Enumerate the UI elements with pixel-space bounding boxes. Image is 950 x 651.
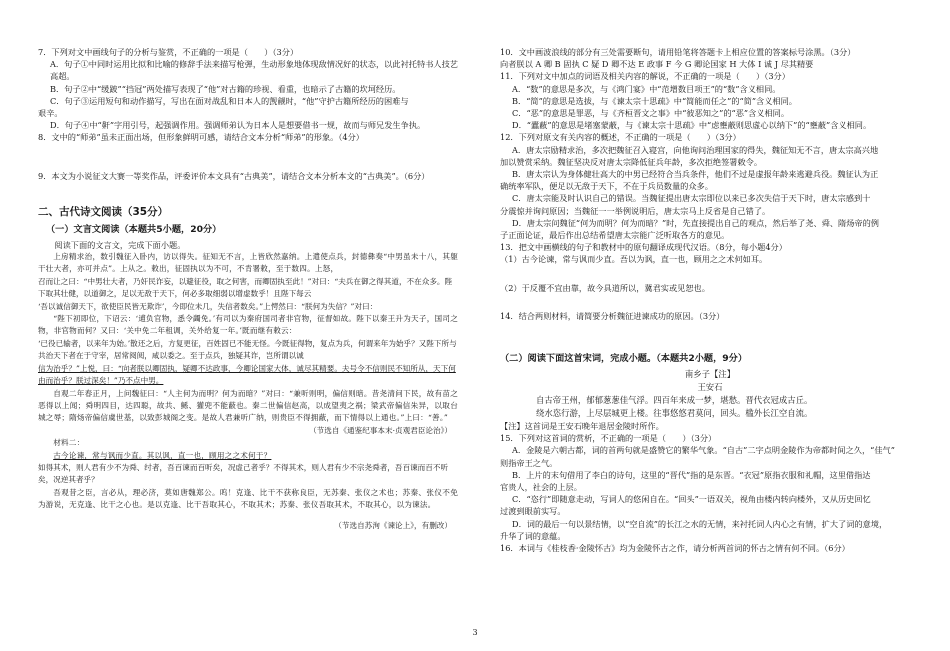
passage1-para: ‘已役已输者，以来年为始。’散还之后，方复更征，百姓固已不能无怪。今既征得物，复点为兵，何谓来年为始乎？又陛下所与共治天下者在于守宰，居常阅阅，咸以委之。至于点兵，独疑其诈，岂所谓以诚 <box>38 338 457 361</box>
poem-title: 南乡子【注】 <box>684 369 736 380</box>
q12-option-d-cont: 子正面论证，最后作出总结希望唐太宗能广泛听取各方的意见。 <box>500 230 730 241</box>
q13-sentence-1: （1）古今论谏，常与讽而少直。吾以为讽，直一也，顾用之之术何如耳。 <box>500 254 768 265</box>
passage1-para: ‘吾以诚信御天下，欲使臣民皆无欺诈’，今即位未几，失信者数矣。”上愕然曰：“朕何为失信？”对曰： <box>38 301 378 311</box>
q12-option-b: B．唐太宗认为身体健壮高大的中男已经符合当兵条件，他们不过是虚报年龄来逃避兵役。魏征认为正 <box>512 169 879 180</box>
q10-stem: 10．文中画波浪线的部分有三处需要断句，请用铅笔将答题卡上相应位置的答案标号涂黑。（3分） <box>500 47 856 57</box>
q11-stem: 11．下列对文中加点的词语及相关内容的解说，不正确的一项是（ ）（3分） <box>500 71 790 82</box>
q11-option-a: A．“数”的意思是多次，与《鸿门宴》中“范增数目项王”的“数”含义相同。 <box>512 83 781 94</box>
section-2-2-title: （二）阅读下面这首宋词，完成小题。（本题共2小题，9分） <box>500 353 748 365</box>
q15-option-c: C．“恣行”即随意走动，写词人的悠闲自在。“回头”一语双关，视角由楼内转向楼外，又从历史回忆 <box>512 494 871 505</box>
passage1-para: “陛下初即位，下诏云：‘逋负官物，悉令蠲免。’有司以为秦府国司者非官物，征督如故。陛下以秦王升为天子，国司之物，非官物而何？又曰：‘关中免二年租调，关外给复一年。’既而继有敕云： <box>38 314 458 336</box>
q15-option-a-cont: 则指帝王之气。 <box>500 457 558 468</box>
q11-option-d: D．“蠹蔽”的意思是堵塞蒙蔽，与《谏太宗十思疏》中“虑壅蔽则思虚心以纳下”的“壅蔽”含义相同。 <box>512 120 872 131</box>
q9: 9．本文为小说征文大赛一等奖作品，评委评价本文具有“古典美”，请结合文本分析本文的“古典美”。（6分） <box>38 170 430 181</box>
q12-option-b-cont: 确统率军队，便足以无敌于天下，不在于兵员数量的众多。 <box>500 181 713 192</box>
q12-option-a-cont: 加以赞赏采纳。魏征坚决反对唐太宗降低征兵年龄，多次拒绝签署敕令。 <box>500 156 763 167</box>
q7-option-b: B．句子②中“缓跛”“挡冠”两处描写表现了“他”对古籍的珍视、看重，也暗示了古籍的坎坷经历。 <box>50 83 401 94</box>
q8: 8．文中的“师弟”虽未正面出场，但形象鲜明可感，请结合文本分析“师弟”的形象。（4分） <box>38 132 364 143</box>
passage2-para: 吾观昔之臣，言必从，理必济，莫如唐魏郑公。呜！克逢、比干不获称良臣，无苏秦、张仪之术也；苏秦、张仪不免为游说，无克逢、比干之心也。是以克逢、比干吾取其心，不取其术；苏秦、张仪吾取其术，不取其心，以为谏法。 <box>38 487 458 510</box>
q15-option-d: D．词的最后一句以景结情，以“空自流”的长江之水的无情，来衬托词人内心之有情，扩大了词的意境， <box>512 518 888 529</box>
q10-options: 向者朕以 A 卿 B 固执 C 疑 D 卿不达 E 政事 F 今 G 卿论国家 H 大体 I 诚 J 尽其精要 <box>500 59 814 70</box>
q15-option-b-cont: 官贵人，社会的上层。 <box>500 482 582 493</box>
poem-line: 自古帝王州，郁郁葱葱佳气浮。四百年来成一梦，堪愁。晋代衣冠成古丘。 <box>536 395 813 406</box>
q7-stem: 7．下列对文中画线句子的分析与鉴赏，不正确的一项是（ ）（3分） <box>38 47 299 57</box>
instruction: 阅读下面的文言文，完成下面小题。 <box>54 239 186 250</box>
q12-option-a: A．唐太宗励精求治，多次把魏征召入寝宫，向他询问治理国家的得失，魏征知无不言，唐太宗高兴地 <box>512 144 879 155</box>
material-2-underlined: 古今论谏，常与讽而少直。其以讽，直一也，顾用之之术何于？ <box>53 450 272 460</box>
section-2-title: 二、古代诗文阅读（35分） <box>38 205 169 218</box>
poem-note: 【注】这首词是王安石晚年退居金陵时所作。 <box>500 421 664 432</box>
q7-option-d: D．句子④中“鼾”字用引号，起强调作用。强调师弟认为日本人是想要借书一规，故而与师兄发生争执。 <box>50 120 426 131</box>
q15-option-c-cont: 过渡到眼前实写。 <box>500 506 566 517</box>
q7-option-c-cont: 艰辛。 <box>38 108 63 119</box>
q12-stem: 12．下列对原文有关内容的概述，不正确的一项是（ ）（3分） <box>500 132 741 143</box>
page-number: 3 <box>472 628 478 637</box>
material-2-label: 材料二： <box>53 438 85 448</box>
q15-option-b: B．上片的末句借用了李白的诗句，这里的“晋代”指的是东晋。“衣冠”原指衣服和礼帽，这里借指达 <box>512 469 871 480</box>
section-2-1-title: （一）文言文阅读（本题共5小题，20分） <box>46 223 222 235</box>
passage1-para: 上房精求治，数引魏征入卧内，访以得失。征知无不言，上皆欣然嘉纳。上遣使点兵，封德彝奏“中男虽未十八，其躯干壮大者，亦可并点”。上从之。敕出，征固执以为不可，不肯署敕，至于数四。上怒， <box>38 252 458 274</box>
passage2-para: 如得其术，则人君有少不为舜、纣者，吾百谏而百听矣，况虚己者乎？不得其术，则人君有少不宗尧舜者，吾百谏而百不听矣，况逆其者乎？ <box>38 462 449 485</box>
q16: 16．本词与《桂枝香·金陵怀古》均为金陵怀古之作，请分析两首词的怀古之情有何不同。（6分） <box>500 543 850 554</box>
q14: 14．结合两则材料，请简要分析魏征进谏成功的原因。（3分） <box>500 310 725 321</box>
q11-option-c: C．“恶”的意思是罪恶，与《齐桓晋文之事》中“彼恶知之”的“恶”含义相同。 <box>512 108 790 119</box>
left-column <box>38 46 458 532</box>
q12-option-c-cont: 分震惊并询问原因；当魏征一一举例说明后，唐太宗马上反省是自己错了。 <box>500 205 771 216</box>
q15-option-a: A．金陵是六朝古都，词的首两句就是盛赞它的繁华气象。“自古”二字点明金陵作为帝都时间之久，“佳气” <box>512 445 895 456</box>
poem-line: 绕水恣行游，上尽层城更上楼。往事悠悠君莫问，回头。槛外长江空自流。 <box>536 408 813 419</box>
q11-option-b: B．“简”的意思是选拔，与《谏太宗十思疏》中“简能而任之”的“简”含义相同。 <box>512 95 797 106</box>
q15-option-d-cont: 升华了词的意蕴。 <box>500 530 566 541</box>
q13-sentence-2: （2）于反覆不宜由靠，故今具道所以，冀君实或见恕也。 <box>500 282 710 293</box>
q7-option-a: A．句子①中同时运用比拟和比喻的修辞手法来描写枪弹，生动形象地体现敌情况好的状态，以此衬托特书人技艺高超。 <box>50 59 458 82</box>
right-column <box>500 46 920 554</box>
q12-option-d: D．唐太宗问魏征“何为而明？何为而暗？”时，先直接提出自己的观点，然后举了尧、舜、隋炀帝的例 <box>512 217 879 228</box>
source-1: （节选自《通鉴纪事本末·贞观君臣论治》） <box>309 425 452 435</box>
q13-stem: 13．把文中画横线的句子和教材中的原句翻译成现代汉语。（8分，每小题4分） <box>500 242 787 253</box>
passage1-wavy-line: 信为治乎？”上悦，曰：“向者朕以卿固执，疑卿不达政事，今卿论国家大体，诚尽其精要。夫号令不信则民不知所从，天下何由而治乎？朕过深矣！”乃不点中男。 <box>38 363 456 386</box>
q7-option-c: C．句子③运用短句和动作描写，写出在面对战乱和日本人的觊觎时，“他”守护古籍所经历的困难与 <box>50 95 409 106</box>
poem-author: 王安石 <box>697 382 723 393</box>
q15-stem: 15．下列对这首词的赏析，不正确的一项是（ ）（3分） <box>500 433 717 444</box>
passage1-para: 自观二年春正月，上问魏征曰：“人主何为而明？何为而暗？”对曰：“兼听则明，偏信则暗。昔尧清问下民，故有苗之恶得以上闻；舜明四目，达四聪，故共、鲧、獾兜不能蔽也。秦二世偏信赵高，以成望夷之祸；梁武帝偏信朱异，以取台城之辱；隋炀帝偏信虞世基，以致彭城阁之变。是故人君兼听广纳，则贵臣不得拥蔽，而下情得以上通也。”上曰：“善。” <box>38 388 458 423</box>
passage1-para: 召而让之曰：“中男壮大者，乃奸民诈妄，以避征役，取之何害，而卿固执至此！”对曰：“夫兵在御之得其道，不在众多。陛下取其壮健，以道御之，足以无敌于天下，何必多取细弱以增虚数乎！且陛下每云 <box>38 276 453 299</box>
q12-option-c: C．唐太宗能及时认识自己的错误。当魏征提出唐太宗即位以来已多次失信于天下时，唐太宗感到十 <box>512 193 871 204</box>
source-2: （节选自苏洵《谏论上》，有删改） <box>334 520 452 530</box>
